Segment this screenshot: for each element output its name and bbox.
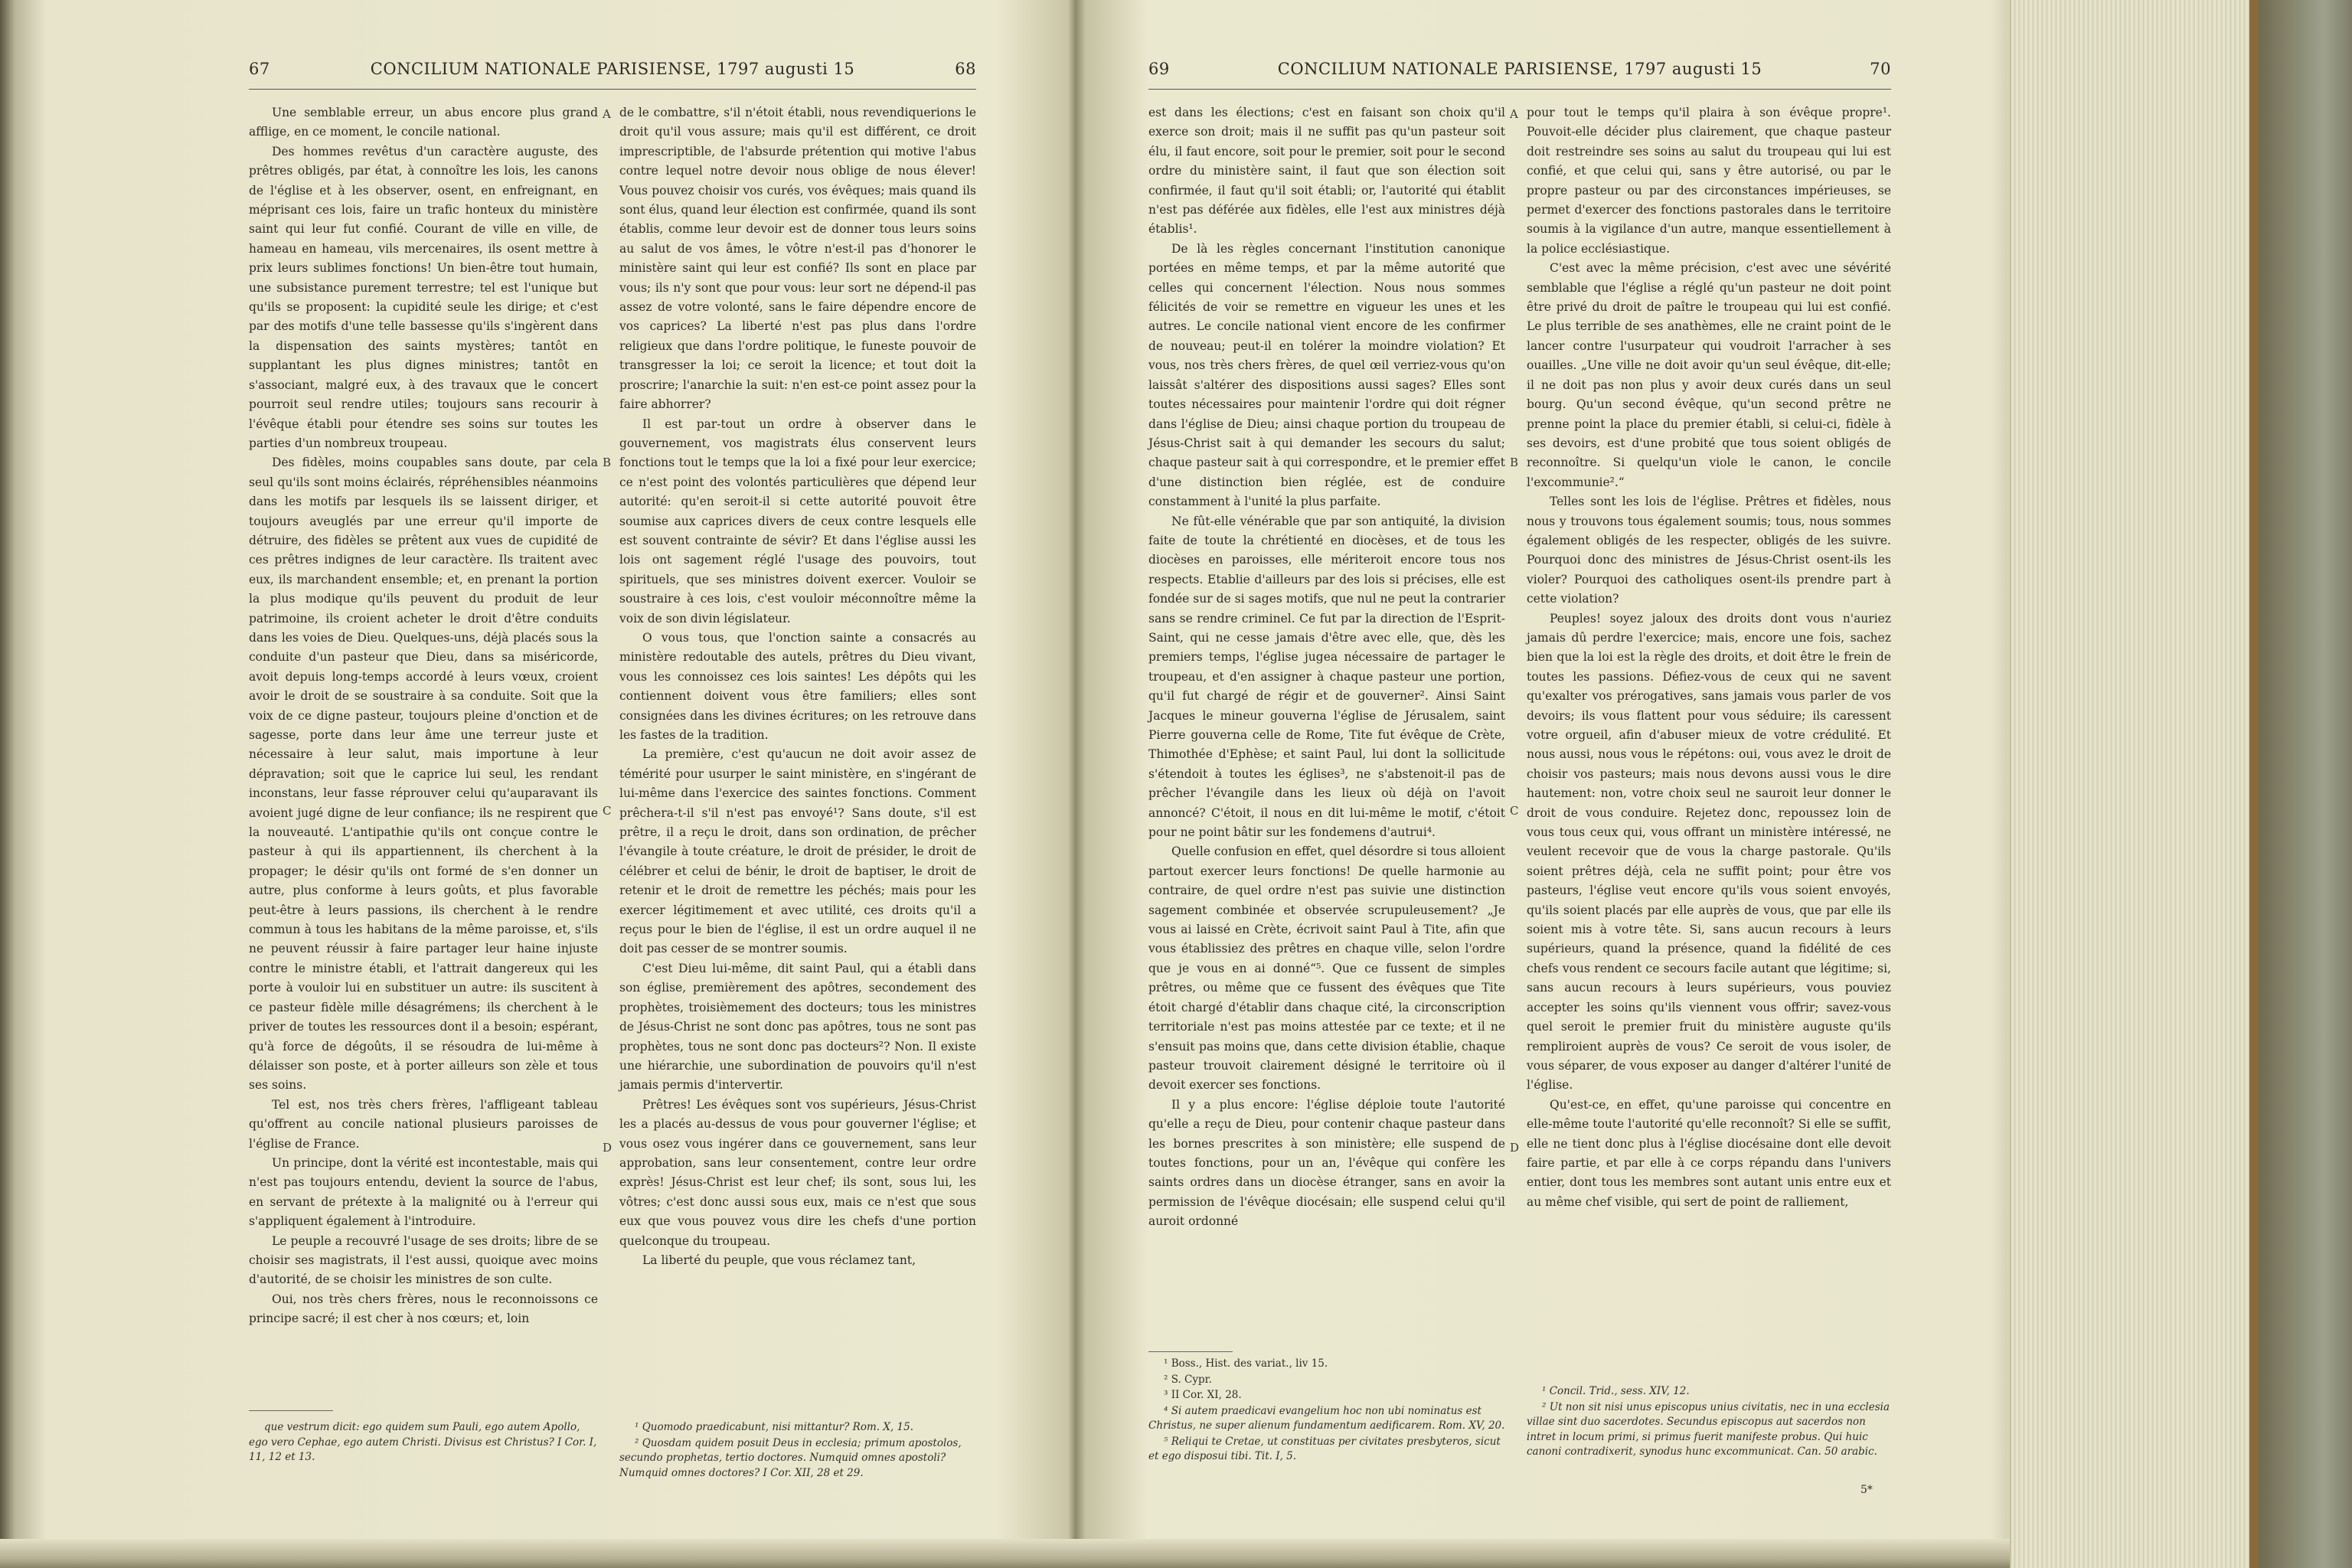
paragraph: Prêtres! Les évêques sont vos supérieurs, Jésus-Christ les a placés au-dessus de vous pour gouverner l'église; et vous osez vous ingérer dans ce gouvernement, sans leur approbation, sans leur consentement, contre leur ordre exprès! Jésus-Christ est leur chef; ils sont, sous lui, les vôtres; c'est donc aussi sous eux, mais ce n'est que sous eux que vous pouvez vous dire les chefs d'une portion quelconque du troupeau. [619, 1097, 976, 1248]
paragraph: Il est par-tout un ordre à observer dans le gouvernement, vos magistrats élus conservent leurs fonctions tout le temps que la loi a fixé pour leur exercice; ce n'est point des volontés particulières que dépend leur autorité: qu'en seroit-il si cette autorité pouvoit être soumise aux caprices divers de ceux contre lesquels elle est souvent contrainte de sévir? Et dans l'église aussi les lois ont sagement réglé l'usage des pouvoirs, tout spirituels, que ses ministres doivent exercer. Vouloir se soustraire à ces lois, c'est vouloir méconnoître même la voix de son divin législateur. [619, 416, 976, 626]
paragraph: pour tout le temps qu'il plaira à son évêque propre¹. Pouvoit-elle décider plus clairement, que chaque pasteur doit restreindre ses soins au salut du troupeau qui lui est confié, et que celui qui, sans y être autorisé, ou par le propre pasteur ou par des circonstances impérieuses, se permet d'exercer des fonctions pastorales dans le territoire soumis à la vigilance d'un autre, manque essentiellement à la police ecclésiastique. [1527, 106, 1891, 256]
footnote-rule [1148, 1351, 1233, 1352]
paragraph: Peuples! soyez jaloux des droits dont vous n'auriez jamais dû perdre l'exercice; mais, encore une fois, sachez bien que la loi est la règle des droits, et doit être le frein de toutes les passions. Défiez-vous de ceux qui ne savent qu'exalter vos prérogatives, sans jamais vous parler de vos devoirs; ils vous flattent pour vous séduire; ils caressent votre orgueil, afin d'abuser mieux de votre crédulité. Et nous aussi, nous vous le répétons: oui, vous avez le droit de choisir vos pasteurs; mais nous devons aussi vous le dire hautement: non, votre choix seul ne sauroit leur donner le droit de vous conduire. Rejetez donc, repoussez loin de vous tous ceux qui, vous offrant un ministère intéressé, ne veulent recevoir que de vous la charge pastorale. Qu'ils soient prêtres déjà, cela ne suffit point; pour être vos pasteurs, l'église veut encore qu'ils vous soient envoyés, qu'ils soient placés par elle auprès de vous, que par elle ils soient mis à votre tête. Si, sans aucun recours à leurs supérieurs, quand la présence, quand la fidélité de ces chefs vous rendent ce secours facile autant que légitime; si, sans aucun recours à leurs supérieurs, vous pouviez accepter les soins qu'ils viennent vous offrir; savez-vous quel seroit le premier fruit du ministère auguste qu'ils rempliroient auprès de vous? Ce seroit de vous isoler, de vous séparer, de vous exposer au danger d'altérer l'unité de l'église. [1527, 611, 1891, 1093]
paragraph: Une semblable erreur, un abus encore plus grand afflige, en ce moment, le concile national. [249, 106, 598, 139]
header-rule [249, 89, 976, 90]
footnotes-68 [619, 1420, 976, 1481]
left-page [249, 0, 976, 1568]
paragraph: C'est avec la même précision, c'est avec une sévérité semblable que l'église a réglé qu'un pasteur ne doit point être privé du droit de paître le troupeau qui lui est confié. Le plus terrible de ses anathèmes, elle ne craint point de le lancer contre l'usurpateur qui voudroit l'arracher à ses ouailles. „Une ville ne doit avoir qu'un seul évêque, dit-elle; il ne doit pas non plus y avoir deux curés dans un seul bourg. Qu'un second évêque, qu'un second prêtre ne prenne point la place du premier établi, si celui-ci, fidèle à ses devoirs, est d'une probité que tous soient obligés de reconnoître. Si quelqu'un viole le canon, le concile l'excommunie².“ [1527, 261, 1891, 489]
page-number: 68 [955, 60, 976, 78]
right-page [1148, 0, 1891, 1568]
footnote: ² Ut non sit nisi unus episcopus unius civitatis, nec in una ecclesia villae sint duo sacerdotes. Secundus episcopus aut sacerdos non intret in locum primi, si primus fuerit manifeste probus. Qui huic canoni contradixerit, synodus hunc excommunicat. Can. 50 arabic. [1527, 1400, 1890, 1458]
page-edges [2010, 0, 2260, 1568]
footnote: ¹ Concil. Trid., sess. XIV, 12. [1542, 1385, 1690, 1397]
footnote: ¹ Quomodo praedicabunt, nisi mittantur? Rom. X, 15. [635, 1421, 914, 1433]
page-number: 67 [249, 60, 270, 78]
margin-letter: B [1510, 456, 1519, 469]
margin-letter: A [603, 107, 611, 121]
margin-letter: D [603, 1141, 612, 1155]
paragraph: Oui, nos très chers frères, nous le reconnoissons ce principe sacré; il est cher à nos cœurs; et, loin [249, 1292, 598, 1326]
margin-letter: C [1510, 804, 1519, 818]
margin-letter: B [603, 456, 612, 469]
footnote: ⁵ Reliqui te Cretae, ut constituas per civitates presbyteros, sicut et ego disposui tibi. Tit. I, 5. [1148, 1435, 1501, 1462]
footnotes-69 [1148, 1357, 1505, 1465]
margin-letter: A [1510, 107, 1518, 121]
paragraph: Ne fût-elle vénérable que par son antiquité, la division faite de toute la chrétienté en diocèses, et de tous les diocèses en paroisses, elle mériteroit encore tous nos respects. Etablie d'ailleurs par des lois si précises, elle est fondée sur de si sages motifs, que nul ne peut la contrarier sans se rendre criminel. Ce fut par la direction de l'Esprit-Saint, qui ne cesse jamais d'être avec elle, que, dès les premiers temps, l'église jugea nécessaire de partager le troupeau, et d'en assigner à chaque pasteur une portion, qu'il fut chargé de régir et de gouverner². Ainsi Saint Jacques le mineur gouverna l'église de Jérusalem, saint Pierre gouverna celle de Rome, Tite fut évêque de Crète, Thimothée d'Ephèse; et saint Paul, lui dont la sollicitude s'étendoit à toutes les églises³, ne s'abstenoit-il pas de prêcher l'évangile dans les lieux où déjà on l'avoit annoncé? C'étoit, il nous en dit lui-même le motif, c'étoit pour ne point bâtir sur les fondemens d'autrui⁴. [1148, 514, 1505, 840]
column-67 [249, 103, 598, 1329]
footnote: ² Quosdam quidem posuit Deus in ecclesia; primum apostolos, secundo prophetas, tertio doctores. Numquid omnes apostoli? Numquid omnes doctores? I Cor. XII, 28 et 29. [619, 1436, 962, 1479]
paragraph: Telles sont les lois de l'église. Prêtres et fidèles, nous nous y trouvons tous également soumis; tous, nous sommes également obligés de les respecter, obligés de les suivre. Pourquoi donc des ministres de Jésus-Christ osent-ils les violer? Pourquoi des catholiques osent-ils prendre part à cette violation? [1527, 495, 1891, 606]
page-number: 70 [1870, 60, 1891, 78]
paragraph: Des hommes revêtus d'un caractère auguste, des prêtres obligés, par état, à connoître les lois, les canons de l'église et à les observer, osent, en enfreignant, en méprisant ces lois, faire un trafic honteux du ministère saint qui leur fut confié. Courant de ville en ville, de hameau en hameau, vils mercenaires, ils osent mettre à prix leurs sublimes fonctions! Un bien-être tout humain, une subsistance purement terrestre; tel est l'unique but qu'ils se proposent: la cupidité seule les dirige; et c'est par des motifs d'une telle bassesse qu'ils s'ingèrent dans la dispensation des saints mystères; tantôt en supplantant les plus dignes ministres; tantôt en s'associant, malgré eux, à des travaux que le concert pourroit seul rendre utiles; toujours sans recourir à l'évêque établi pour étendre ses soins sur toutes les parties d'un nombreux troupeau. [249, 144, 598, 450]
header-rule [1148, 89, 1891, 90]
footnote: que vestrum dicit: ego quidem sum Pauli, ego autem Apollo, ego vero Cephae, ego autem Christi. Divisus est Christus? I Cor. I, 11, 12 et 13. [249, 1421, 597, 1463]
running-header [1148, 60, 1891, 83]
paragraph: De là les règles concernant l'institution canonique portées en même temps, et par la même autorité que celles qui concernent l'élection. Nous nous sommes félicités de voir se remettre en vigueur les unes et les autres. Le concile national vient encore de les confirmer de nouveau; peut-il en tolérer la moindre violation? Et vous, nos très chers frères, de quel œil verriez-vous qu'on laissât s'altérer des dispositions aussi sages? Elles sont toutes nécessaires pour maintenir l'ordre qui doit régner dans l'église de Dieu; ainsi chaque portion du troupeau de Jésus-Christ sait à qui demander les secours du salut; chaque pasteur sait à qui correspondre, et le premier effet d'une distinction bien réglée, est de conduire constamment à l'unité la plus parfaite. [1148, 241, 1505, 509]
paragraph: O vous tous, que l'onction sainte a consacrés au ministère redoutable des autels, prêtres du Dieu vivant, vous les connoissez ces lois saintes! Les dépôts qui les contiennent doivent vous être familiers; elles sont consignées dans les divines écritures; on les retrouve dans les fastes de la tradition. [619, 630, 976, 742]
paragraph: Un principe, dont la vérité est incontestable, mais qui n'est pas toujours entendu, devient la source de l'abus, en servant de prétexte à la malignité ou à l'erreur qui s'appliquent également à l'introduire. [249, 1155, 598, 1229]
paragraph: Il y a plus encore: l'église déploie toute l'autorité qu'elle a reçu de Dieu, pour contenir chaque pasteur dans les bornes prescrites à son ministère; elle suspend de toutes fonctions, pour un an, l'évêque qui confère les saints ordres dans un diocèse étranger, sans en avoir la permission de l'évêque diocésain; elle suspend celui qu'il auroit ordonné [1148, 1097, 1505, 1229]
footnote: ² S. Cypr. [1164, 1373, 1212, 1386]
paragraph: Le peuple a recouvré l'usage de ses droits; libre de se choisir ses magistrats, il l'est aussi, quoique avec moins d'autorité, de se choisir les ministres de son culte. [249, 1233, 598, 1287]
running-header [249, 60, 976, 83]
paragraph: C'est Dieu lui-même, dit saint Paul, qui a établi dans son église, premièrement des apôtres, secondement des prophètes, troisièmement des docteurs; tous les ministres de Jésus-Christ ne sont donc pas apôtres, tous ne sont pas prophètes, tous ne sont donc pas docteurs²? Non. Il existe une hiérarchie, une subordination de pouvoirs qu'il n'est jamais permis d'intervertir. [619, 961, 976, 1093]
paragraph: Des fidèles, moins coupables sans doute, par cela seul qu'ils sont moins éclairés, répréhensibles néanmoins dans les motifs par lesquels ils se laissent diriger, et toujours aveuglés par une erreur qu'il importe de détruire, des fidèles se prêtent aux vues de cupidité de ces prêtres indignes de leur caractère. Ils traitent avec eux, ils marchandent ensemble; et, en prenant la portion la plus modique qu'ils peuvent du produit de leur patrimoine, ils croient acheter le droit d'être conduits dans les voies de Dieu. Quelques-uns, déjà placés sous la conduite d'un pasteur que Dieu, dans sa miséricorde, avoit depuis long-temps accordé à leurs vœux, croient avoir le droit de se soustraire à sa conduite. Soit que la voix de ce digne pasteur, toujours pleine d'onction et de sagesse, porte dans leur âme une terreur juste et nécessaire à leur salut, mais importune à leur dépravation; soit que le caprice lui seul, les rendant inconstans, leur fasse réprouver celui qu'auparavant ils avoient jugé digne de leur confiance; ils ne respirent que la nouveauté. L'antipathie qu'ils ont conçue contre le pasteur à qui ils appartiennent, ils cherchent à la propager; le désir qu'ils ont formé de s'en donner un autre, plus conforme à leurs goûts, et plus favorable peut-être à leurs passions, ils cherchent à le rendre commun à tous les habitans de la même paroisse, et, s'ils ne peuvent réussir à faire partager leur haine injuste contre le ministre établi, et l'attrait dangereux qui les porte à vouloir lui en substituer un autre: ils suscitent à ce pasteur fidèle mille désagrémens; ils cherchent à le priver de toutes les ressources dont il a besoin; espérant, qu'à force de dégoûts, il se résoudra de lui-même à délaisser son poste, et à porter ailleurs son zèle et tous ses soins. [249, 456, 598, 1093]
footnote: ¹ Boss., Hist. des variat., liv 15. [1164, 1357, 1328, 1370]
running-title: CONCILIUM NATIONALE PARISIENSE, 1797 augusti 15 [370, 60, 855, 78]
running-title: CONCILIUM NATIONALE PARISIENSE, 1797 augusti 15 [1277, 60, 1762, 78]
paragraph: est dans les élections; c'est en faisant son choix qu'il exerce son droit; mais il ne suffit pas qu'un pasteur soit élu, il faut encore, soit pour le premier, soit pour le second ordre du ministère saint, il faut que son élection soit confirmée, il faut qu'il soit établi; or, l'autorité qui établit n'est pas déférée aux fidèles, elle l'est aux ministres déjà établis¹. [1148, 106, 1505, 237]
paragraph: La liberté du peuple, que vous réclamez tant, [642, 1253, 916, 1267]
footnote: ⁴ Si autem praedicavi evangelium hoc non ubi nominatus est Christus, ne super alienum fundamentum aedificarem. Rom. XV, 20. [1148, 1404, 1505, 1432]
paragraph: Qu'est-ce, en effet, qu'une paroisse qui concentre en elle-même toute l'autorité qu'elle reconnoît? Si elle se suffit, elle ne tient donc plus à l'église diocésaine dont elle devoit faire partie, et par elle à ce corps répandu dans l'univers entier, dont tous les membres sont autant unis entre eux et au même chef visible, qui sert de point de ralliement, [1527, 1097, 1891, 1209]
book-cover [2259, 0, 2352, 1568]
paragraph: Quelle confusion en effet, quel désordre si tous alloient partout exercer leurs fonctions! De quelle harmonie au contraire, de quel ordre n'est pas suivie une distinction sagement combinée et observée scrupuleusement? „Je vous ai laissé en Crète, écrivoit saint Paul à Tite, afin que vous établissiez des prêtres en chaque ville, selon l'ordre que je vous en ai donné“⁵. Que ce fussent de simples prêtres, ou même que ce fussent des évêques que Tite étoit chargé d'établir dans chaque cité, la circonscription territoriale n'est pas moins attestée par ce texte; et il ne s'ensuit pas moins que, dans cette division établie, chaque pasteur trouvoit clairement désigné le territoire où il devoit exercer ses fonctions. [1148, 844, 1505, 1093]
paragraph: Tel est, nos très chers frères, l'affligeant tableau qu'offrent au concile national plusieurs paroisses de l'église de France. [249, 1097, 598, 1151]
footnotes-67 [249, 1420, 598, 1466]
column-70 [1527, 103, 1891, 1212]
page-number: 69 [1148, 60, 1170, 78]
margin-letter: C [603, 804, 612, 818]
column-69 [1148, 103, 1505, 1232]
footnotes-70 [1527, 1384, 1891, 1461]
paragraph: La première, c'est qu'aucun ne doit avoir assez de témérité pour usurper le saint ministère, en s'ingérant de lui-même dans l'exercice des saintes fonctions. Comment prêchera-t-il s'il n'est pas envoyé¹? Sans doute, s'il est prêtre, il a reçu le droit, dans son ordination, de prêcher l'évangile à toute créature, le droit de présider, le droit de célébrer et celui de bénir, le droit de baptiser, le droit de retenir et le droit de remettre les péchés; mais pour les exercer légitimement et avec utilité, ces droits qu'il a reçus pour le bien de l'église, il est un ordre auquel il ne doit pas cesser de se montrer soumis. [619, 747, 976, 956]
column-68 [619, 103, 976, 1270]
footnote-rule [249, 1410, 333, 1411]
paragraph: de le combattre, s'il n'étoit établi, nous revendiquerions le droit qu'il vous assure; mais qu'il est différent, ce droit imprescriptible, de l'absurde prétention qui motive l'abus contre lequel notre devoir nous oblige de nous élever! Vous pouvez choisir vos curés, vos évêques; mais quand ils sont élus, quand leur élection est confirmée, quand ils sont établis, comme leur devoir est de donner tous leurs soins au salut de vos âmes, le vôtre n'est-il pas d'honorer le ministère saint qui leur est confié? Ils sont en place par vous; ils n'y sont que pour vous: leur sort ne dépend-il pas assez de votre volonté, sans le faire dépendre encore de vos caprices? La liberté n'est pas plus dans l'ordre religieux que dans l'ordre politique, le funeste pouvoir de transgresser la loi; ce seroit la licence; et tout doit la proscrire; l'anarchie la suit: n'en est-ce point assez pour la faire abhorrer? [619, 106, 976, 412]
footnote: ³ II Cor. XI, 28. [1164, 1389, 1242, 1401]
signature-mark: 5* [1860, 1484, 1873, 1496]
margin-letter: D [1510, 1141, 1520, 1155]
